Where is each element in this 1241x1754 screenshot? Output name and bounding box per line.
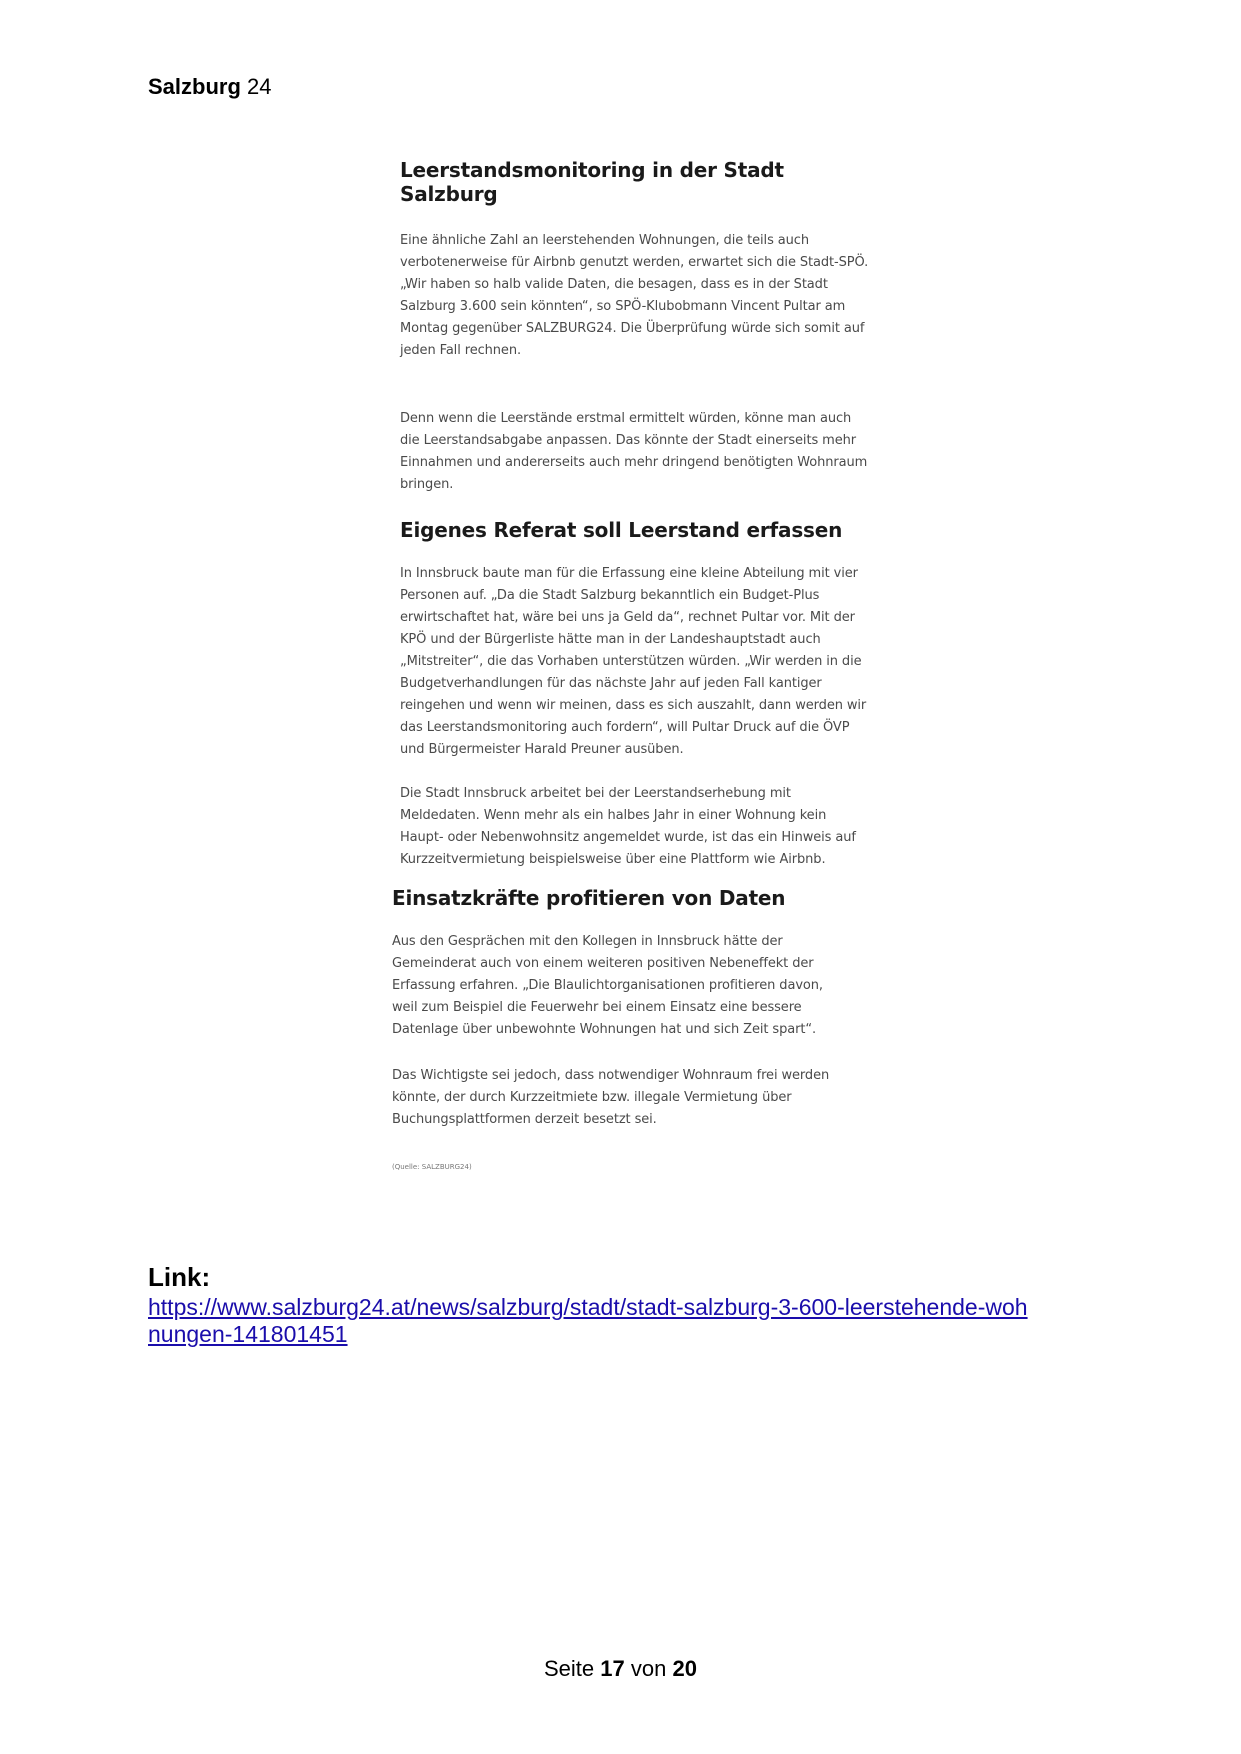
article-heading-3: Einsatzkräfte profitieren von Daten (392, 886, 786, 910)
document-header (148, 74, 272, 100)
footer-seite: Seite (544, 1656, 595, 1681)
link-label: Link: (148, 1262, 211, 1292)
article-paragraph-3: In Innsbruck baute man für die Erfassung eine kleine Abteilung mit vier Personen auf. „Da die Stadt Salzburg bekanntlich ein Budget-Plus erwirtschaftet hat, wäre bei uns ja Geld da“, rechnet Pultar vor. Mit der KPÖ und der Bürgerliste hätte man in der Landeshauptstadt auch „Mitstreiter“, die das Vorhaben unterstützen würden. „Wir werden in die Budgetverhandlungen für das nächste Jahr auf jeden Fall kantiger reingehen und wenn wir meinen, dass es sich auszahlt, dann werden wir das Leerstandsmonitoring auch fordern“, will Pultar Druck auf die ÖVP und Bürgermeister Harald Preuner ausüben. (400, 566, 867, 757)
article-paragraph-5: Aus den Gesprächen mit den Kollegen in Innsbruck hätte der Gemeinderat auch von einem weiteren positiven Nebeneffekt der Erfassung erfahren. „Die Blaulichtorganisationen profitieren davon, weil zum Beispiel die Feuerwehr bei einem Einsatz eine bessere Datenlage über unbewohnte Wohnungen hat und sich Zeit spart“. (392, 934, 823, 1037)
page-footer (0, 1656, 1241, 1682)
footer-total-pages: 20 (672, 1656, 697, 1681)
article-heading-1: Leerstandsmonitoring in der Stadt Salzburg (400, 158, 784, 206)
article-paragraph-4: Die Stadt Innsbruck arbeitet bei der Leerstandserhebung mit Meldedaten. Wenn mehr als ein halbes Jahr in einer Wohnung kein Haupt- oder Nebenwohnsitz angemeldet wurde, ist das ein Hinweis auf Kurzzeitvermietung beispielsweise über eine Plattform wie Airbnb. (400, 786, 856, 867)
header-brand: Salzburg (148, 74, 241, 99)
article-source: (Quelle: SALZBURG24) (392, 1163, 472, 1171)
header-number: 24 (247, 74, 272, 99)
article-link[interactable]: https://www.salzburg24.at/news/salzburg/stadt/stadt-salzburg-3-600-leerstehende-wohnungen-141801451 (148, 1294, 1028, 1347)
article-heading-2: Eigenes Referat soll Leerstand erfassen (400, 518, 843, 542)
footer-von: von (630, 1656, 667, 1681)
article-paragraph-2: Denn wenn die Leerstände erstmal ermittelt würden, könne man auch die Leerstandsabgabe anpassen. Das könnte der Stadt einerseits mehr Einnahmen und andererseits auch mehr dringend benötigten Wohnraum bringen. (400, 411, 868, 492)
article-paragraph-1: Eine ähnliche Zahl an leerstehenden Wohnungen, die teils auch verbotenerweise für Airbnb genutzt werden, erwartet sich die Stadt-SPÖ. „Wir haben so halb valide Daten, die besagen, dass es in der Stadt Salzburg 3.600 sein könnten“, so SPÖ-Klubobmann Vincent Pultar am Montag gegenüber SALZBURG24. Die Überprüfung würde sich somit auf jeden Fall rechnen. (400, 233, 869, 358)
article-paragraph-6: Das Wichtigste sei jedoch, dass notwendiger Wohnraum frei werden könnte, der durch Kurzzeitmiete bzw. illegale Vermietung über Buchungsplattformen derzeit besetzt sei. (392, 1068, 830, 1127)
footer-page-number: 17 (600, 1656, 625, 1681)
